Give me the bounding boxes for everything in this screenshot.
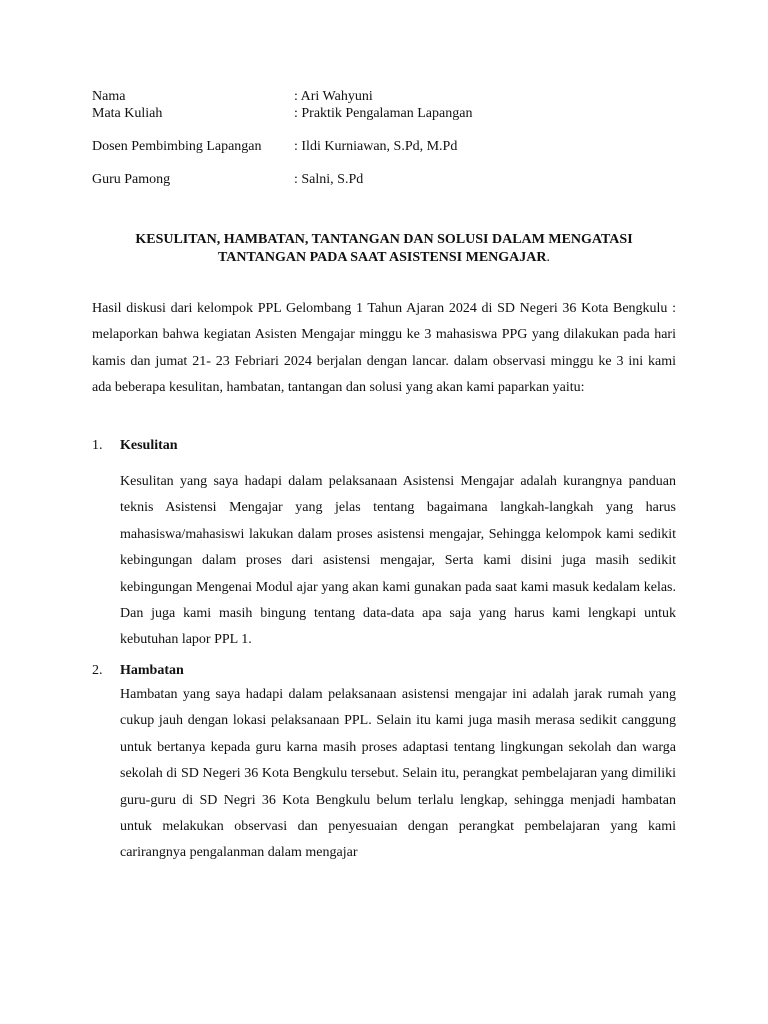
info-value: : Salni, S.Pd <box>294 172 364 187</box>
section-label: Kesulitan <box>120 438 178 453</box>
info-label: Nama <box>92 89 126 104</box>
info-value: : Ildi Kurniawan, S.Pd, M.Pd <box>294 139 458 154</box>
info-label: Mata Kuliah <box>92 106 163 121</box>
info-value: : Ari Wahyuni <box>294 89 373 104</box>
title-line-2-text: TANTANGAN PADA SAAT ASISTENSI MENGAJAR <box>217 250 547 265</box>
section-number: 1. <box>92 438 103 453</box>
section-heading-kesulitan <box>92 437 178 455</box>
info-row-dosen <box>92 138 692 155</box>
info-value: : Praktik Pengalaman Lapangan <box>294 106 473 121</box>
info-row-nama <box>92 88 692 105</box>
student-info <box>92 88 692 188</box>
section-body-hambatan: Hambatan yang saya hadapi dalam pelaksanaan asistensi mengajar ini adalah jarak rumah yang cukup jauh dengan lokasi pelaksanaan PPL. Selain itu kami juga masih merasa sedikit canggung untuk bertanya kepada guru karna masih proses adaptasi tentang lingkungan sekolah dan warga sekolah di SD Negeri 36 Kota Bengkulu tersebut. Selain itu, perangkat pembelajaran yang dimiliki guru-guru di SD Negri 36 Kota Bengkulu belum terlalu lengkap, sehingga menjadi hambatan untuk melakukan observasi dan penyesuaian dengan perangkat pembelajaran yang kami carirangnya pengalanman dalam mengajar <box>120 687 676 861</box>
title-line-2 <box>60 249 708 267</box>
info-row-guru-pamong <box>92 171 692 188</box>
section-label: Hambatan <box>120 663 184 678</box>
info-row-mata-kuliah <box>92 105 692 122</box>
info-label: Dosen Pembimbing Lapangan <box>92 139 262 154</box>
section-heading-hambatan <box>92 662 184 680</box>
info-label: Guru Pamong <box>92 172 171 187</box>
section-body-kesulitan: Kesulitan yang saya hadapi dalam pelaksanaan Asistensi Mengajar adalah kurangnya panduan teknis Asistensi Mengajar yang jelas tentang bagaimana langkah-langkah yang harus mahasiswa/mahasiswi lakukan dalam proses asistensi mengajar, Sehingga kelompok kami sedikit kebingungan dalam proses dari asistensi mengajar, Serta kami disini juga masih sedikit kebingungan Mengenai Modul ajar yang akan kami gunakan pada saat kami masuk kedalam kelas. Dan juga kami masih bingung tentang data-data apa saja yang harus kami lengkapi untuk kebutuhan lapor PPL 1. <box>120 474 676 648</box>
intro-paragraph: Hasil diskusi dari kelompok PPL Gelombang 1 Tahun Ajaran 2024 di SD Negeri 36 Kota Bengkulu : melaporkan bahwa kegiatan Asisten Mengajar minggu ke 3 mahasiswa PPG yang dilakukan pada hari kamis dan jumat 21- 23 Febriari 2024 berjalan dengan lancar. dalam observasi minggu ke 3 ini kami ada beberapa kesulitan, hambatan, tantangan dan solusi yang akan kami paparkan yaitu: <box>92 301 676 396</box>
document-title <box>60 231 708 267</box>
title-line-1: KESULITAN, HAMBATAN, TANTANGAN DAN SOLUSI DALAM MENGATASI <box>135 232 633 247</box>
section-number: 2. <box>92 663 103 678</box>
title-trailing-period: . <box>546 250 551 265</box>
